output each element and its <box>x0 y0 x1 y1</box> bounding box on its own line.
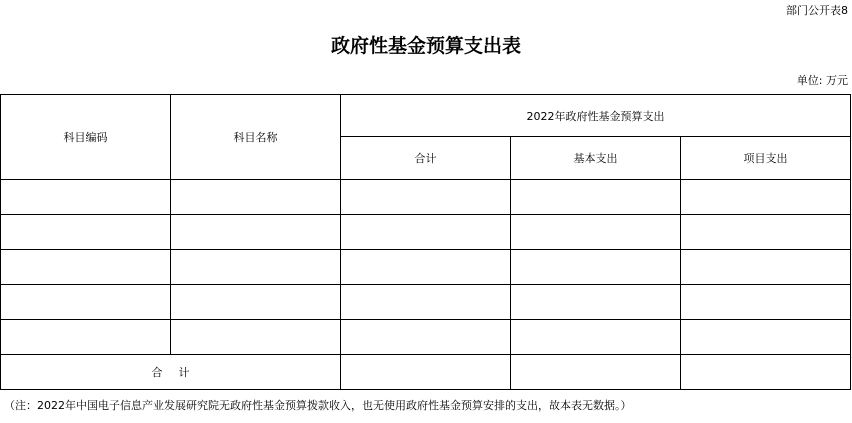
table-row <box>1 180 851 215</box>
cell-basic <box>511 285 681 320</box>
cell-total <box>341 215 511 250</box>
unit-label: 单位: 万元 <box>796 74 848 87</box>
total-row <box>1 355 851 390</box>
cell-total <box>341 320 511 355</box>
cell-project <box>681 250 851 285</box>
cell-name <box>171 285 341 320</box>
page-title: 政府性基金预算支出表 <box>330 35 521 57</box>
header-subject-code: 科目编码 <box>1 95 171 180</box>
total-row-label <box>1 355 341 390</box>
table-row <box>1 250 851 285</box>
cell-basic <box>511 250 681 285</box>
total-label-left: 合 <box>151 366 163 379</box>
cell-basic <box>511 320 681 355</box>
cell-project <box>681 215 851 250</box>
total-label-right: 计 <box>178 366 190 379</box>
header-expenditure-group: 2022年政府性基金预算支出 <box>341 95 851 137</box>
table-row <box>1 215 851 250</box>
footnote: （注：2022年中国电子信息产业发展研究院无政府性基金预算拨款收入，也无使用政府性基金预算安排的支出，故本表无数据。） <box>4 399 632 412</box>
cell-basic-sum <box>511 355 681 390</box>
cell-code <box>1 285 171 320</box>
cell-basic <box>511 180 681 215</box>
budget-table <box>0 94 851 390</box>
cell-total-sum <box>341 355 511 390</box>
cell-name <box>171 250 341 285</box>
header-project-expenditure: 项目支出 <box>681 137 851 180</box>
cell-code <box>1 320 171 355</box>
table-row <box>1 320 851 355</box>
cell-name <box>171 180 341 215</box>
cell-name <box>171 320 341 355</box>
table-number-label: 部门公开表8 <box>786 4 848 17</box>
cell-project <box>681 320 851 355</box>
cell-name <box>171 215 341 250</box>
header-total: 合计 <box>341 137 511 180</box>
cell-total <box>341 250 511 285</box>
cell-code <box>1 215 171 250</box>
cell-basic <box>511 215 681 250</box>
cell-code <box>1 180 171 215</box>
header-basic-expenditure: 基本支出 <box>511 137 681 180</box>
cell-project <box>681 180 851 215</box>
table-row <box>1 285 851 320</box>
cell-total <box>341 285 511 320</box>
cell-total <box>341 180 511 215</box>
cell-code <box>1 250 171 285</box>
cell-project-sum <box>681 355 851 390</box>
cell-project <box>681 285 851 320</box>
header-subject-name: 科目名称 <box>171 95 341 180</box>
